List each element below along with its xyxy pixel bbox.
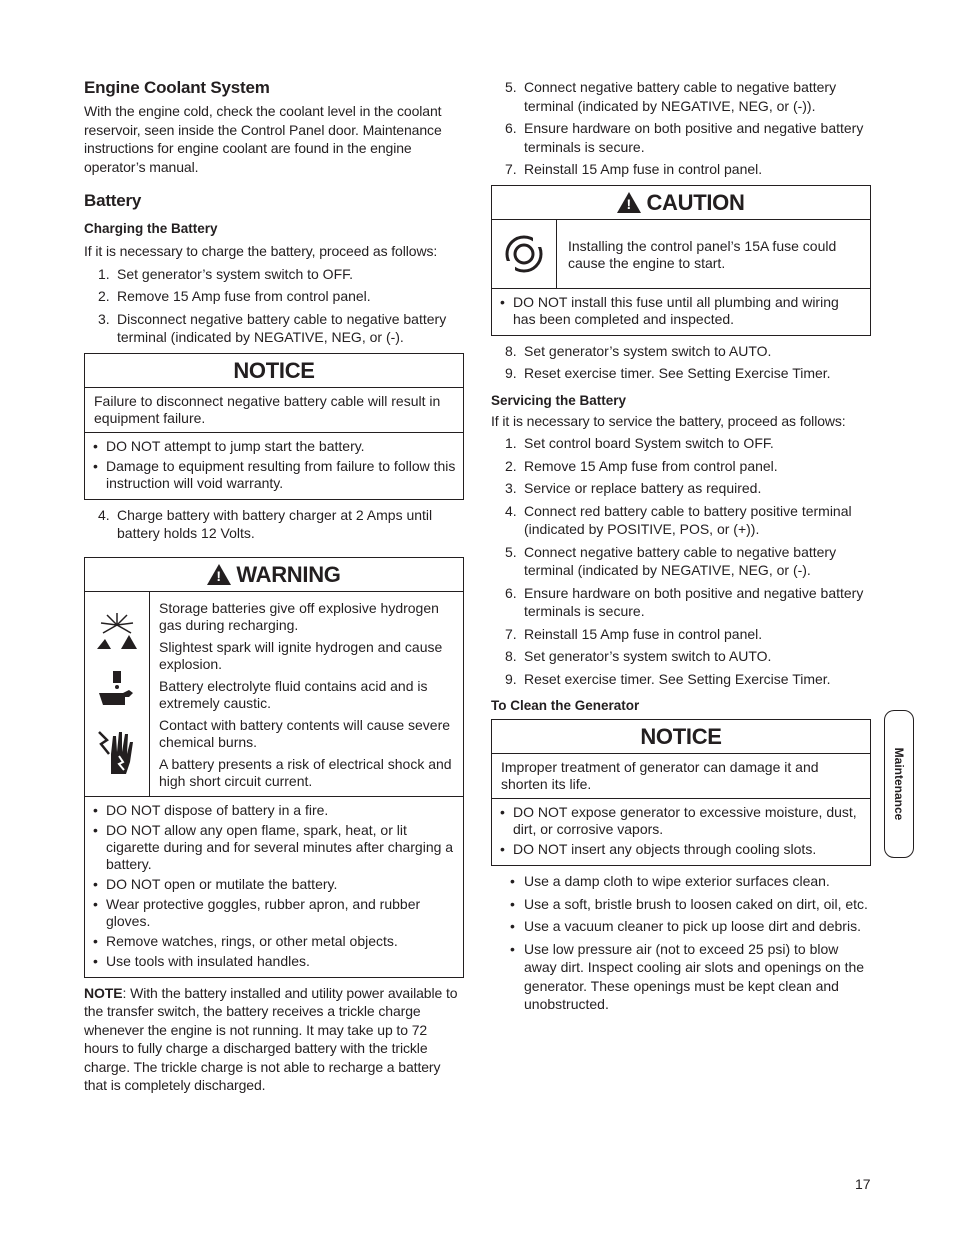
explosion-icon [95,611,139,651]
list-item: • Damage to equipment resulting from failure to follow this instruction will void warranty. [91,458,457,492]
caution-title: ! CAUTION [492,186,870,220]
notice-text: Failure to disconnect negative battery cable will result in equipment failure. [85,388,463,433]
list-item: 3. Service or replace battery as required. [505,480,762,496]
list-item: • Use tools with insulated handles. [91,953,457,970]
charging-steps-final [491,342,871,383]
list-item: 7. Reinstall 15 Amp fuse in control panel. [505,625,763,642]
note-label: NOTE [84,984,123,1001]
section-tab-maintenance: Maintenance [884,710,914,858]
list-item: • DO NOT expose generator to excessive moisture, dust, dirt, or corrosive vapors. [498,804,864,838]
electric-shock-hand-icon [95,728,139,776]
list-item: 6. Ensure hardware on both positive and negative battery terminals is secure. [505,584,864,619]
notice-text: Improper treatment of generator can damage it and shorten its life. [492,754,870,799]
list-item: 4. Charge battery with battery charger at 2 Amps until battery holds 12 Volts. [98,506,433,541]
list-item: • Use low pressure air (not to exceed 25 psi) to blow away dirt. Inspect cooling air slots and openings on the generator. These openings must be kept clean and unobstructed. [491,940,871,1014]
list-item: • DO NOT allow any open flame, spark, heat, or lit cigarette during and for several minutes after charging a battery. [91,822,457,873]
list-item: • Use a soft, bristle brush to loosen caked on dirt, oil, etc. [491,895,871,914]
list-item: 1. Set control board System switch to OFF. [505,435,774,451]
list-item: 4. Connect red battery cable to battery positive terminal (indicated by POSITIVE, POS, or (+)). [505,502,852,537]
list-item: • Use a vacuum cleaner to pick up loose dirt and debris. [491,917,871,936]
list-item: • DO NOT insert any objects through cooling slots. [498,841,864,858]
list-item: 8. Set generator’s system switch to AUTO. [505,342,772,359]
list-item: • DO NOT dispose of battery in a fire. [91,802,457,819]
note-text: : With the battery installed and utility power available to the transfer switch, the battery receives a trickle charge whenever the engine is not running. It may take up to 72 hours to fully charge a discharged battery with the trickle charge. The trickle charge is not able to recharge a battery that is completely discharged. [84,984,458,1093]
warning-bullets [85,797,463,977]
charging-step-4 [84,506,464,543]
list-item: 7. Reinstall 15 Amp fuse in control panel. [505,161,763,177]
clean-bullets [491,872,871,1014]
notice-bullets [85,433,463,499]
warning-paragraph: Contact with battery contents will cause severe chemical burns. [159,716,451,750]
list-item: 6. Ensure hardware on both positive and negative battery terminals is secure. [505,120,864,155]
left-column [84,78,464,1095]
servicing-heading: Servicing the Battery [491,392,627,408]
list-item: 2. Remove 15 Amp fuse from control panel. [98,288,371,304]
warning-paragraph: A battery presents a risk of electrical shock and high short circuit current. [159,755,452,789]
acid-burn-hand-icon [95,669,139,709]
list-item: 5. Connect negative battery cable to negative battery terminal (indicated by NEGATIVE, NEG, or (-)). [505,79,837,114]
charging-steps [84,265,464,347]
list-item: • DO NOT open or mutilate the battery. [91,876,457,893]
notice-title: NOTICE [85,354,463,388]
charging-intro: If it is necessary to charge the battery, proceed as follows: [84,243,438,259]
charging-steps-continued [491,78,871,179]
note-paragraph [84,984,464,1095]
list-item: • Remove watches, rings, or other metal objects. [91,933,457,950]
list-item: 8. Set generator’s system switch to AUTO. [505,648,772,664]
warning-text [150,592,463,796]
list-item: 9. Reset exercise timer. See Setting Exercise Timer. [505,670,831,687]
coolant-text: With the engine cold, check the coolant level in the coolant reservoir, seen inside the Control Panel door. Maintenance instructions for engine coolant are found in the engine operator’s manual. [84,103,442,175]
warning-triangle-icon: ! [207,564,231,585]
notice-box [84,353,464,500]
list-item: • Wear protective goggles, rubber apron, and rubber gloves. [91,896,457,930]
warning-paragraph: Battery electrolyte fluid contains acid and is extremely caustic. [159,677,428,711]
list-item: • DO NOT attempt to jump start the battery. [91,438,457,455]
warning-box [84,557,464,978]
list-item: 2. Remove 15 Amp fuse from control panel. [505,457,778,474]
page-number: 17 [855,1176,871,1192]
warning-paragraph: Storage batteries give off explosive hydrogen gas during recharging. [159,599,439,633]
caution-text: Installing the control panel’s 15A fuse could cause the engine to start. [568,237,837,271]
list-item: 3. Disconnect negative battery cable to negative battery terminal (indicated by NEGATIVE, NEG, or (-). [98,310,447,345]
list-item: • Use a damp cloth to wipe exterior surfaces clean. [491,872,871,891]
charging-heading: Charging the Battery [84,221,218,236]
warning-icons [85,592,150,796]
list-item: • DO NOT install this fuse until all plumbing and wiring has been completed and inspected. [498,294,864,328]
notice-box [491,719,871,866]
notice-title: NOTICE [492,720,870,754]
list-item: 9. Reset exercise timer. See Setting Exercise Timer. [505,365,831,381]
warning-title: ! WARNING [85,558,463,592]
list-item: 5. Connect negative battery cable to negative battery terminal (indicated by NEGATIVE, NEG, or (-). [505,543,837,578]
coolant-heading: Engine Coolant System [84,78,270,97]
caution-bullets [492,289,870,335]
notice-bullets [492,799,870,865]
right-column [491,78,871,1018]
servicing-steps [491,434,871,688]
clean-heading: To Clean the Generator [491,698,640,713]
list-item: 1. Set generator’s system switch to OFF. [98,265,354,282]
warning-paragraph: Slightest spark will ignite hydrogen and cause explosion. [159,638,443,672]
caution-triangle-icon: ! [617,192,641,213]
servicing-intro: If it is necessary to service the battery, proceed as follows: [491,412,846,429]
auto-start-icon [503,233,545,275]
caution-box [491,185,871,336]
battery-heading: Battery [84,191,142,210]
caution-icons [492,220,557,288]
